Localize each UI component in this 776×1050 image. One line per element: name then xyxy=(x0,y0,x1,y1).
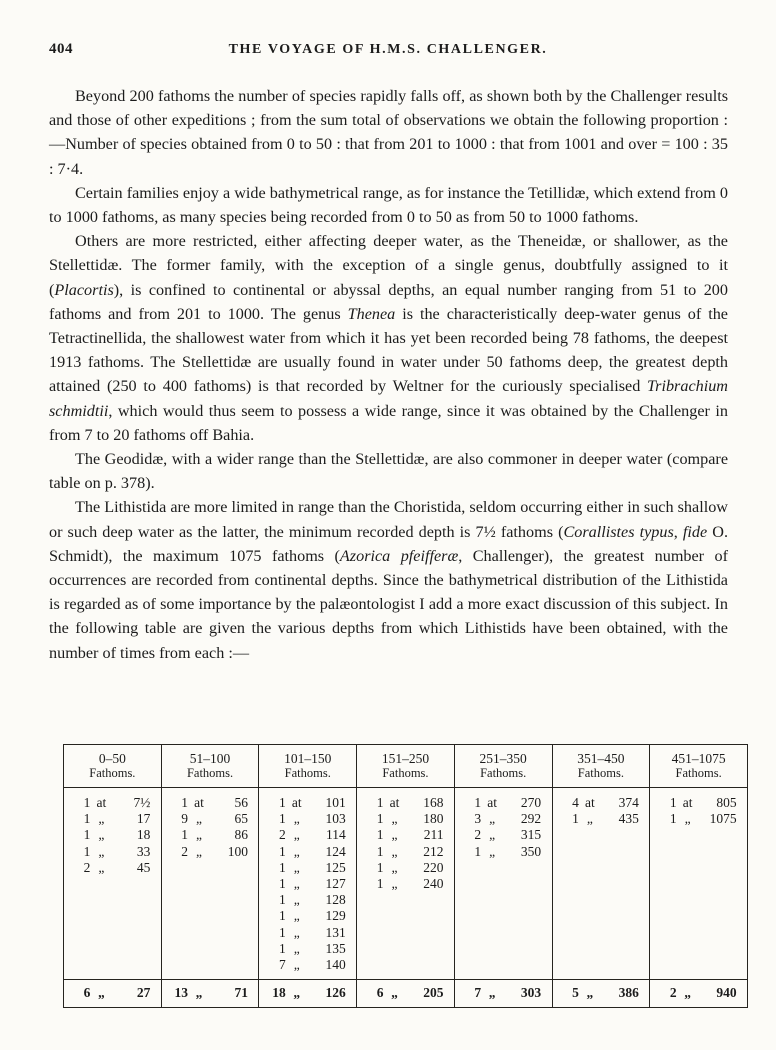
depth-entry: 4 at 374 xyxy=(572,795,639,810)
depth-entry: 1 „ 211 xyxy=(376,827,444,843)
column-range: 251–350 xyxy=(479,751,527,766)
column-header xyxy=(161,745,259,788)
depth-entry: 1 „ 18 xyxy=(83,827,151,843)
body-text-run: The Lithistida are more limited in range than the Choristida, seldom occurring either in such shallow or such deep water as the latter, the minimum recorded depth is 7½ fathoms ( xyxy=(49,498,728,541)
body-text-run: ), is confined to continental or abyssal depths, an equal number ranging from 51 to 200 fathoms and from 201 to 1000. The genus xyxy=(49,280,728,323)
depth-entry: 1 at 101 xyxy=(279,795,346,810)
italic-text: Placortis xyxy=(54,280,114,299)
depth-entry: 1 „ 350 xyxy=(474,843,542,859)
depth-entry: 3 „ 292 xyxy=(474,811,542,827)
column-header xyxy=(259,745,357,788)
running-title: THE VOYAGE OF H.M.S. CHALLENGER. xyxy=(228,42,548,57)
depth-entry: 2 „ 315 xyxy=(474,827,542,843)
column-unit: Fathoms. xyxy=(577,766,624,780)
column-unit: Fathoms. xyxy=(480,766,527,780)
body-text-run: , Challenger), the greatest number of occurrences are recorded from continental depths. Since the bathymetrical distribution of the Lithistida is regarded as of some importance by the palæontologist I add a more exact discussion of this subject. In the following table are given the various depths from which Lithistids have been obtained, with the number of times from each :— xyxy=(49,546,728,662)
depth-entry: 7 „ 140 xyxy=(279,957,346,973)
italic-text: Thenea xyxy=(347,304,396,323)
body-text-run: Certain families enjoy a wide bathymetrical range, as for instance the Tetillidæ, which extend from 0 to 1000 fathoms, as many species being recorded from 0 to 50 as from 50 to 1000 fathoms. xyxy=(49,183,728,227)
column-total xyxy=(259,980,357,1008)
depth-entry: 1 „ 125 xyxy=(279,859,346,875)
depth-entry: 1 „ 220 xyxy=(376,859,444,875)
column-range: 101–150 xyxy=(284,751,332,766)
column-unit: Fathoms. xyxy=(89,766,136,780)
column-total xyxy=(357,980,455,1008)
depth-entry: 1 „ 135 xyxy=(279,940,346,956)
paragraph xyxy=(49,181,728,229)
column-range: 451–1075 xyxy=(671,751,726,766)
body-text-run: Beyond 200 fathoms the number of species rapidly falls off, as shown both by the Challenger results and those of other expeditions ; from the sum total of observations we obtain the following proportion :—Number of species obtained from 0 to 50 : that from 201 to 1000 : that from 1001 and over = 100 : 35 : 7·4. xyxy=(49,87,728,178)
depth-entry: 2 „ 114 xyxy=(279,827,346,843)
depth-entry: 6 „ 27 xyxy=(83,985,151,1001)
column-header xyxy=(552,745,650,788)
depth-entry: 2 „ 45 xyxy=(83,859,151,875)
body-text-run: The Geodidæ, with a wider range than the Stellettidæ, are also commoner in deeper water (compare table on p. 378). xyxy=(49,450,728,493)
depth-entry: 5 „ 386 xyxy=(572,985,639,1001)
column-total xyxy=(650,980,748,1008)
column-entries xyxy=(650,788,748,980)
column-header xyxy=(357,745,455,788)
column-range: 0–50 xyxy=(98,751,126,766)
depth-entry: 1 „ 86 xyxy=(181,827,249,843)
depth-entry: 1 „ 435 xyxy=(572,811,639,827)
page-number: 404 xyxy=(49,41,73,57)
depth-entry: 1 „ 131 xyxy=(279,924,346,940)
column-range: 351–450 xyxy=(577,751,625,766)
depth-entry: 1 „ 127 xyxy=(279,876,346,892)
running-head xyxy=(49,42,727,58)
column-unit: Fathoms. xyxy=(284,766,331,780)
depth-entry: 1 „ 128 xyxy=(279,892,346,908)
column-total xyxy=(552,980,650,1008)
column-entries xyxy=(357,788,455,980)
italic-text: Corallistes typus xyxy=(563,522,674,541)
column-unit: Fathoms. xyxy=(186,766,234,780)
body-text-run: Others are more restricted, either affecting deeper water, as the Theneidæ, or shallower, as the Stellettidæ. The former family, with the exception of a single genus, doubtfully assigned to it ( xyxy=(49,232,728,299)
italic-text: Azorica pfeifferæ xyxy=(339,546,459,565)
italic-text: fide xyxy=(682,522,708,541)
column-range: 51–100 xyxy=(189,751,231,766)
depth-entry: 1 at 56 xyxy=(181,795,249,810)
depth-entry: 13 „ 71 xyxy=(174,985,249,1001)
depth-entry: 2 „ 100 xyxy=(181,843,249,859)
depth-entry: 7 „ 303 xyxy=(474,985,542,1001)
column-entries xyxy=(64,788,162,980)
depth-entry: 18 „ 126 xyxy=(272,985,346,1001)
depth-entry: 1 „ 17 xyxy=(83,811,151,827)
depth-table xyxy=(63,744,748,1008)
column-unit: Fathoms. xyxy=(382,766,429,780)
column-entries xyxy=(259,788,357,980)
depth-entry: 1 „ 1075 xyxy=(669,811,737,827)
column-entries xyxy=(161,788,259,980)
depth-entry: 1 „ 103 xyxy=(279,811,346,827)
depth-entry: 1 at 805 xyxy=(669,795,737,810)
depth-entry: 6 „ 205 xyxy=(376,985,444,1001)
body-text-run: O. Schmidt), the maximum 1075 fathoms ( xyxy=(49,522,728,565)
body-text-run: , which would thus seem to possess a wide range, since it was obtained by the Challenger in from 7 to 20 fathoms off Bahia. xyxy=(49,401,728,444)
depth-entry: 1 at 168 xyxy=(376,795,444,810)
column-total xyxy=(161,980,259,1008)
depth-entry: 2 „ 940 xyxy=(669,985,737,1001)
column-unit: Fathoms. xyxy=(675,766,722,780)
column-total xyxy=(64,980,162,1008)
column-header xyxy=(650,745,748,788)
column-total xyxy=(454,980,552,1008)
depth-entry: 1 „ 129 xyxy=(279,908,346,924)
paragraphs xyxy=(49,84,728,665)
depth-entry: 1 „ 180 xyxy=(376,811,444,827)
depth-entry: 9 „ 65 xyxy=(181,811,249,827)
depth-entry: 1 at 7½ xyxy=(83,795,151,810)
depth-entry: 1 „ 124 xyxy=(279,843,346,859)
column-header xyxy=(454,745,552,788)
depth-entry: 1 at 270 xyxy=(474,795,542,810)
paragraph xyxy=(49,447,728,495)
table-header-row xyxy=(64,745,748,788)
paragraph xyxy=(49,229,728,447)
depth-entry: 1 „ 212 xyxy=(376,843,444,859)
body-text-run: is the characteristically deep-water genus of the Tetractinellida, the shallowest water from which it has yet been recorded being 78 fathoms, the deepest 1913 fathoms. The Stellettidæ are usually found in water under 50 fathoms deep, the greatest depth attained (250 to 400 fathoms) is that recorded by Weltner for the curiously specialised xyxy=(49,304,728,396)
body-text-run: , xyxy=(673,522,683,541)
column-entries xyxy=(552,788,650,980)
table-body-row xyxy=(64,788,748,980)
depth-entry: 1 „ 33 xyxy=(83,843,151,859)
depth-entry: 1 „ 240 xyxy=(376,876,444,892)
column-entries xyxy=(454,788,552,980)
paragraph xyxy=(49,84,728,181)
italic-text: Tribrachium schmidtii xyxy=(49,377,728,420)
table-total-row xyxy=(64,980,748,1008)
column-range: 151–250 xyxy=(381,751,430,766)
column-header xyxy=(64,745,162,788)
paragraph xyxy=(49,495,728,664)
